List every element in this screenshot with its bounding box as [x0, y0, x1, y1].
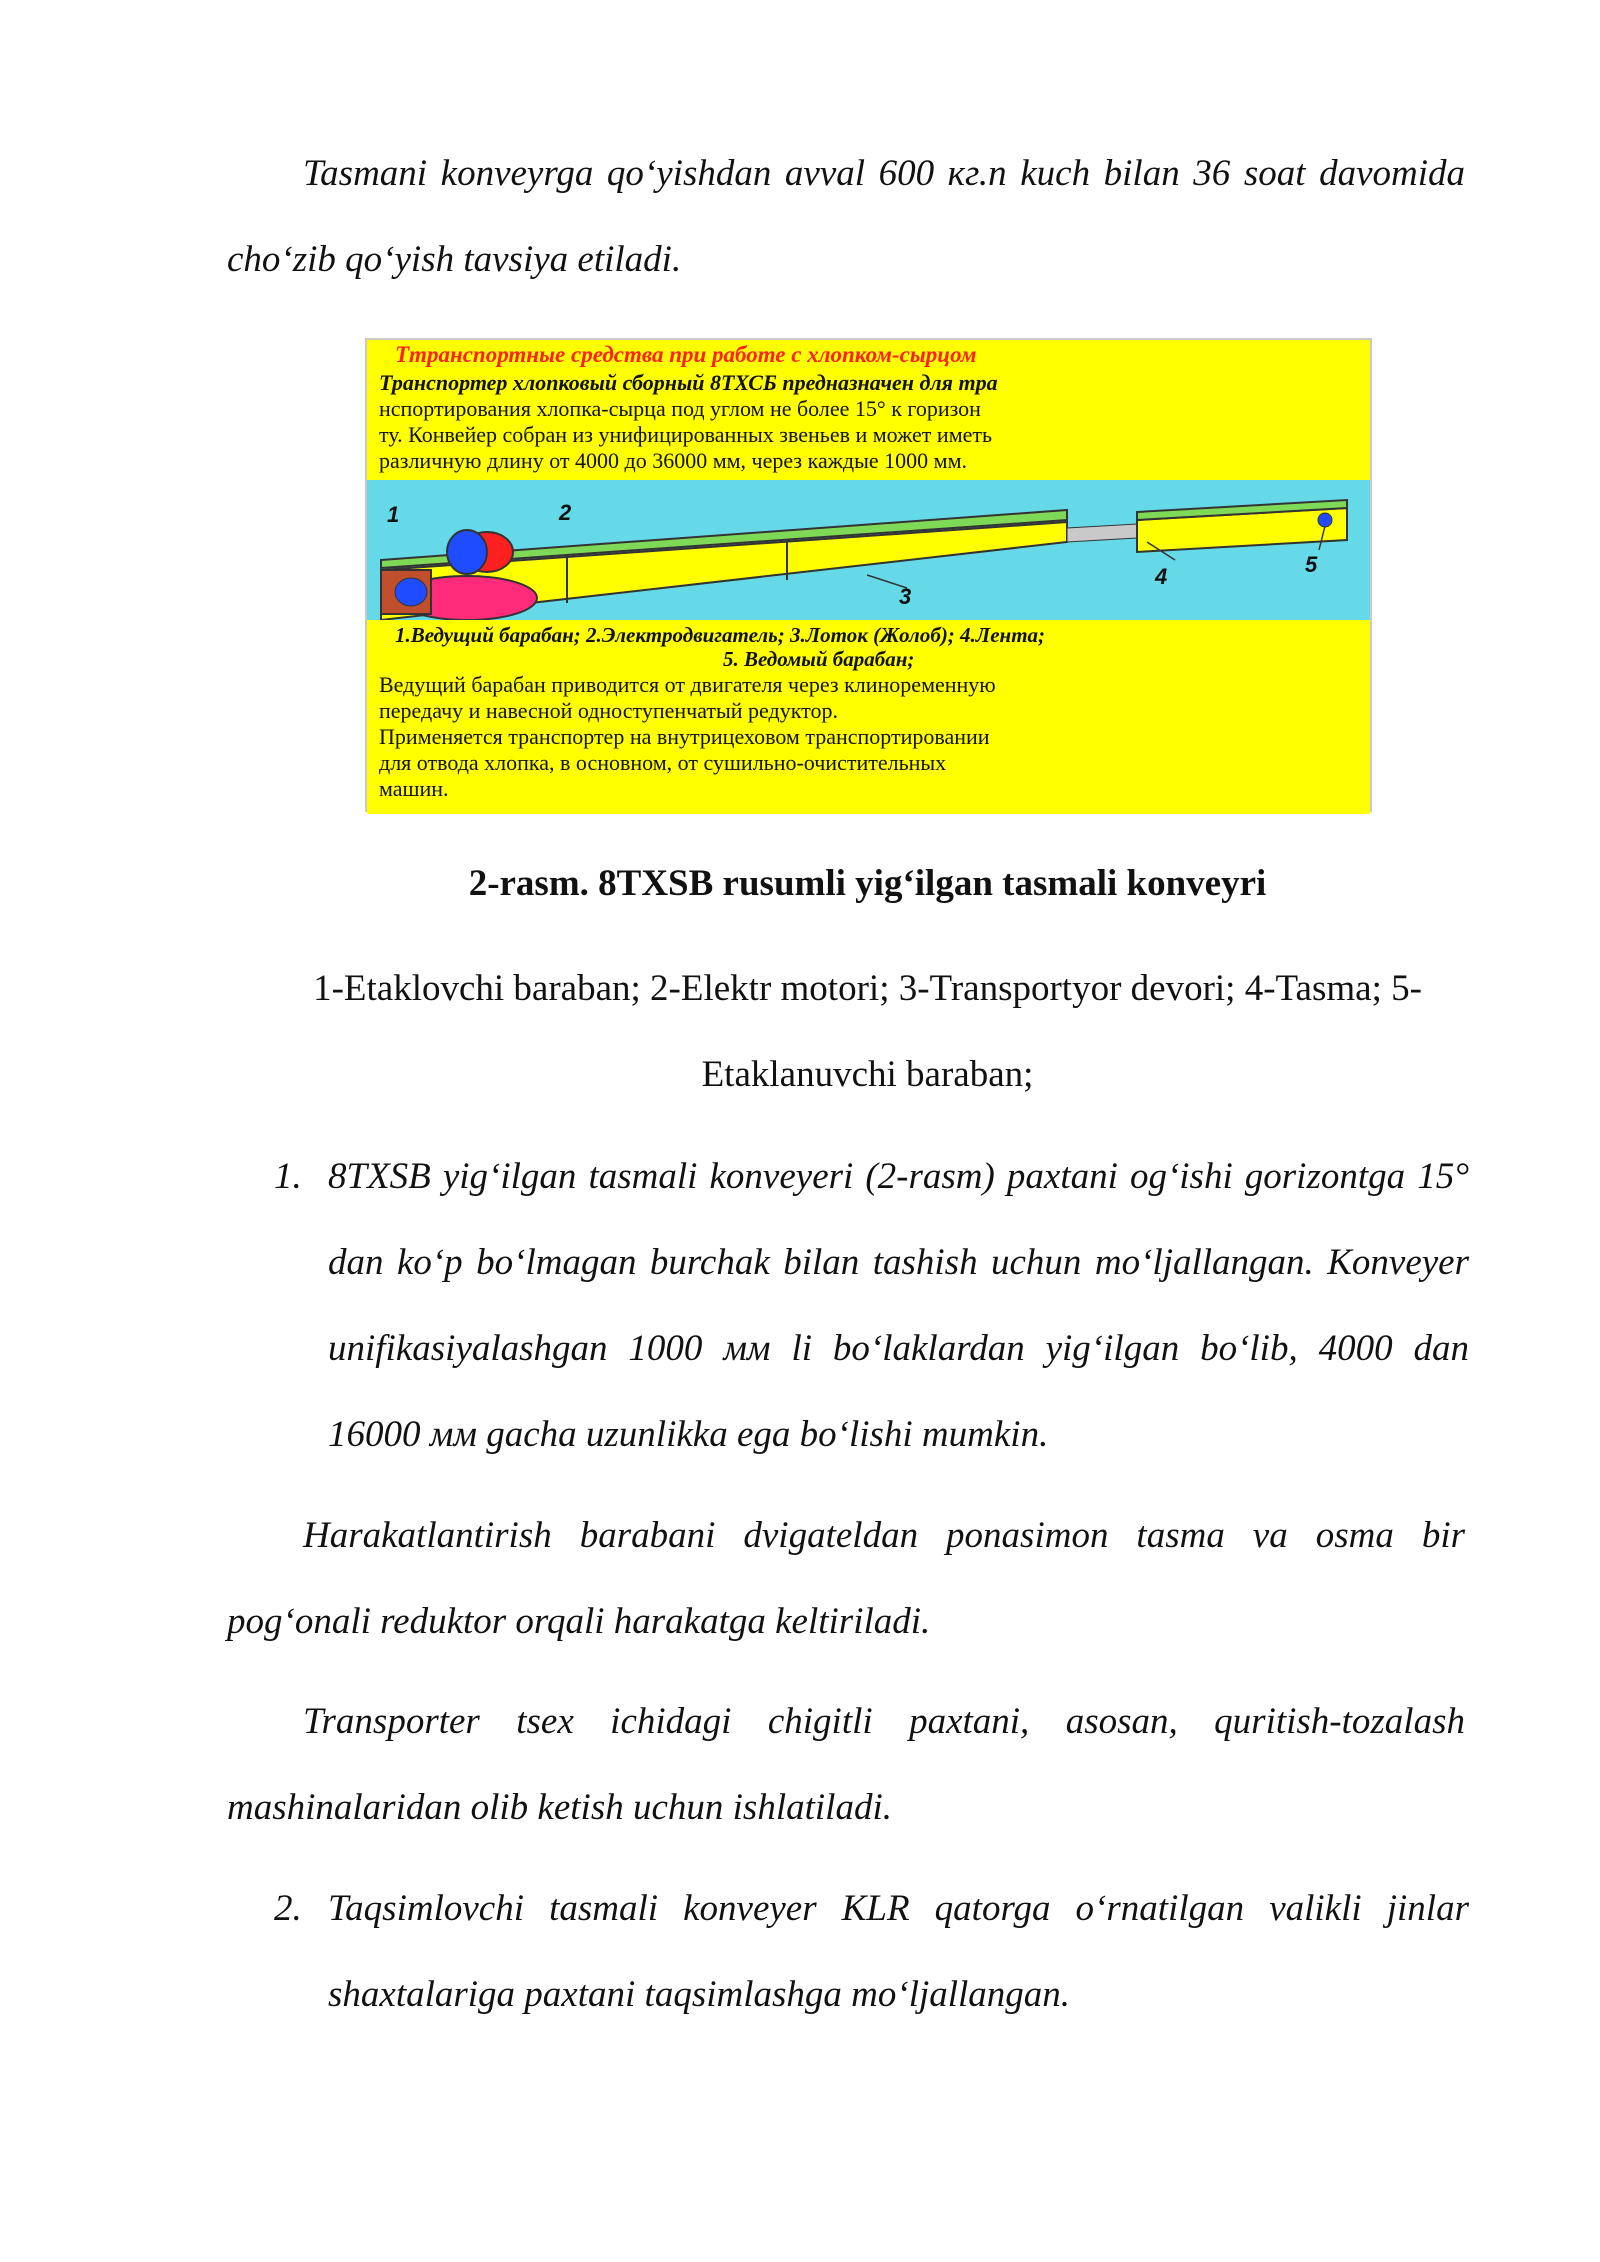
paragraph-usage: Transporter tsex ichidagi chigitli paxtani, asosan, quritish-tozalash mashinalaridan olib ketish uchun ishlatiladi.: [227, 1701, 1465, 1828]
figure-note-line: машин.: [379, 776, 449, 801]
figure-description-line: Транспортер хлопковый сборный 8ТХСБ предназначен для тра: [379, 370, 998, 395]
figure-legend-line: 1.Ведущий барабан; 2.Электродвигатель; 3.Лоток (Жолоб); 4.Лента;: [395, 623, 1046, 647]
tail-drum: [1318, 513, 1332, 527]
part-label-5: 5: [1305, 552, 1318, 577]
part-label-1: 1: [387, 502, 400, 527]
part-label-3: 3: [899, 584, 912, 609]
conveyor-belt-gap: [1067, 524, 1137, 542]
list-item: [274, 1866, 1469, 2038]
list-item-text: Taqsimlovchi tasmali konveyer KLR qatorga o‘rnatilgan valikli jinlar shaxtalariga paxtani taqsimlashga mo‘ljallangan.: [328, 1888, 1469, 2015]
figure-note-line: для отвода хлопка, в основном, от сушильно-очистительных: [379, 750, 947, 775]
list-item-text: 8TXSB yig‘ilgan tasmali konveyeri (2-rasm) paxtani og‘ishi gorizontga 15° dan ko‘p bo‘lmagan burchak bilan tashish uchun mo‘ljallangan. Konveyer unifikasiyalashgan 1000 мм li bo‘laklardan yig‘ilgan bo‘lib, 4000 dan 16000 мм gacha uzunlikka ega bo‘lishi mumkin.: [328, 1156, 1469, 1455]
conveyor-figure: [365, 338, 1372, 812]
figure-description-panel: [367, 340, 1370, 480]
figure-legend-line: 5. Ведомый барабан;: [723, 647, 915, 671]
paragraph-belt-tension: Tasmani konveyrga qo‘yishdan avval 600 кг.n kuch bilan 36 soat davomida cho‘zib qo‘yish tavsiya etiladi.: [227, 153, 1465, 280]
electric-motor-housing: [447, 530, 487, 574]
conveyor-drawing: [367, 480, 1370, 620]
figure-legend-text: 1-Etaklovchi baraban; 2-Elektr motori; 3-Transportyor devori; 4-Tasma; 5-Etaklanuvchi baraban;: [313, 968, 1422, 1095]
drive-shaft-blue: [395, 578, 427, 606]
figure-description-line: ту. Конвейер собран из унифицированных звеньев и может иметь: [379, 422, 993, 447]
list-item-number: 1.: [274, 1156, 302, 1197]
paragraph-drive: Harakatlantirish barabani dvigateldan ponasimon tasma va osma bir pog‘onali reduktor orqali harakatga keltiriladi.: [227, 1515, 1465, 1642]
figure-caption: 2-rasm. 8TXSB rusumli yig‘ilgan tasmali konveyri: [468, 863, 1267, 904]
figure-description-line: различную длину от 4000 до 36000 мм, через каждые 1000 мм.: [379, 448, 968, 473]
part-label-2: 2: [559, 500, 572, 525]
part-label-4: 4: [1155, 564, 1168, 589]
figure-legend-panel: [367, 620, 1370, 814]
figure-note-line: передачу и навесной одноступенчатый редуктор.: [379, 698, 838, 723]
list-item-number: 2.: [274, 1888, 302, 1929]
list-item: [274, 1134, 1469, 1478]
figure-title: Ттранспортные средства при работе с хлопком-сырцом: [395, 342, 977, 367]
figure-note-line: Ведущий барабан приводится от двигателя через клиноременную: [379, 672, 996, 697]
figure-description-line: нспортирования хлопка-сырца под углом не более 15° к горизон: [379, 396, 981, 421]
figure-note-line: Применяется транспортер на внутрицеховом транспортировании: [379, 724, 990, 749]
conveyor-drawing-panel: [367, 480, 1370, 620]
